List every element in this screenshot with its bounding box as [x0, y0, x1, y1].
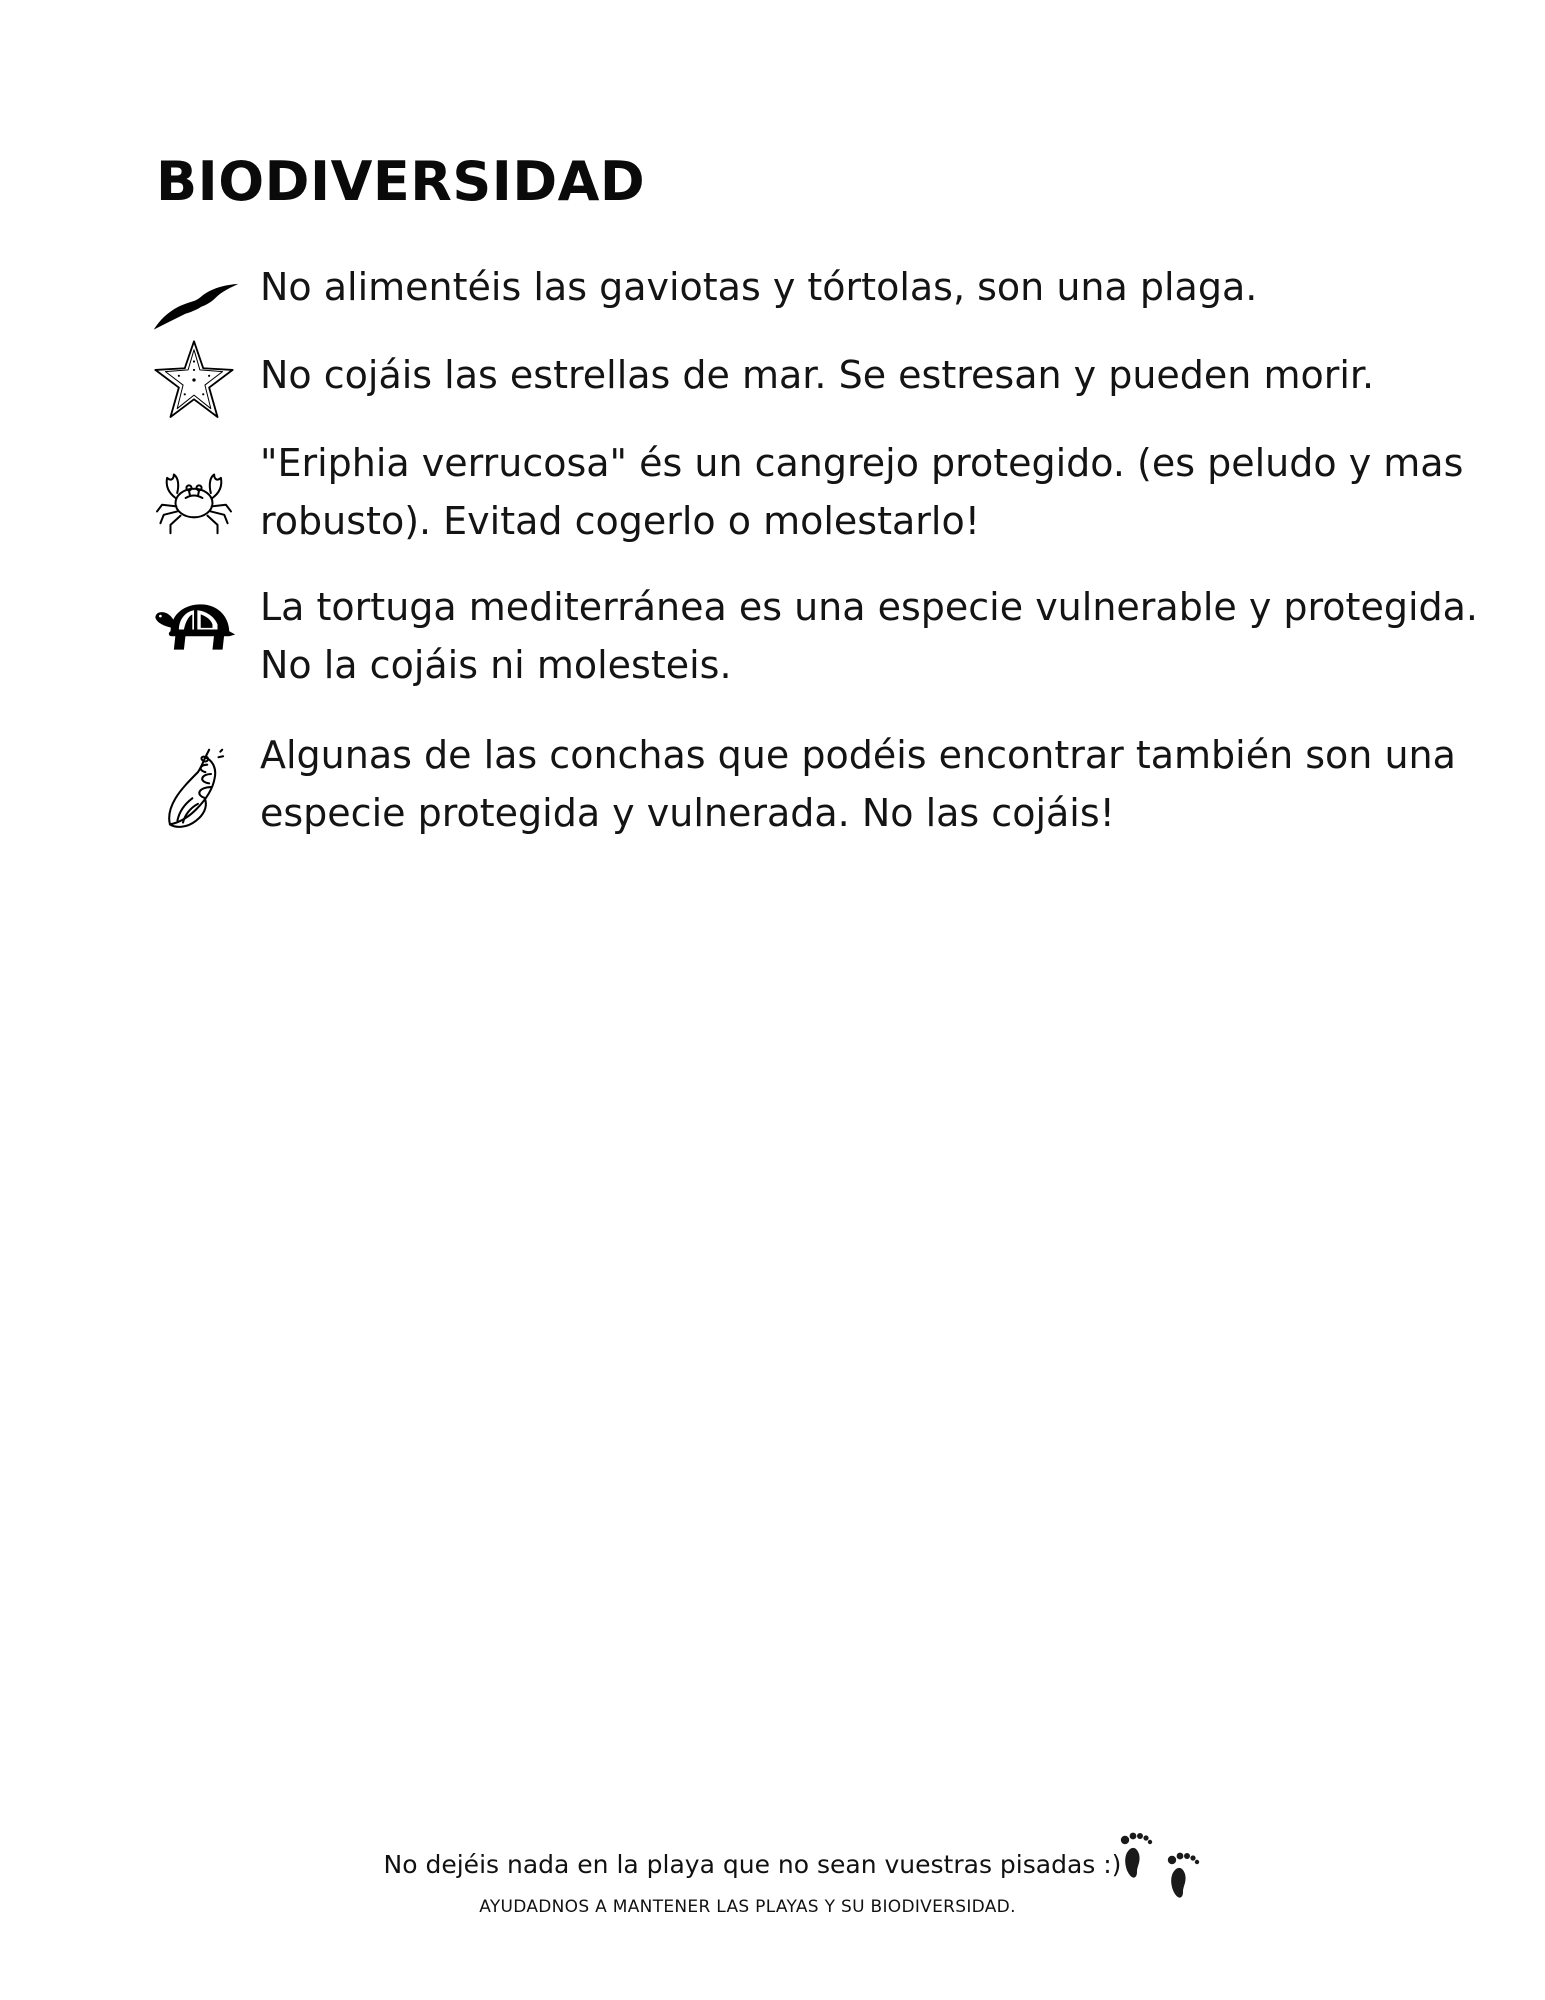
footer-tagline: AYUDADNOS A MANTENER LAS PLAYAS Y SU BIODIVERSIDAD.	[479, 1897, 1016, 1917]
item-text: No alimentéis las gaviotas y tórtolas, son una plaga.	[260, 265, 1258, 309]
page-title: BIODIVERSIDAD	[156, 150, 646, 213]
footprints-icon	[1115, 1828, 1205, 1908]
crab-icon	[152, 456, 236, 540]
item-text: Algunas de las conchas que podéis encontrar también son una especie protegida y vulnerada. No las cojáis!	[260, 733, 1456, 835]
item-text: "Eriphia verrucosa" és un cangrejo protegido. (es peludo y mas robusto). Evitad cogerlo o molestarlo!	[260, 441, 1464, 543]
item-text: No cojáis las estrellas de mar. Se estresan y pueden morir.	[260, 353, 1375, 397]
footer-message: No dejéis nada en la playa que no sean vuestras pisadas :)	[383, 1850, 1122, 1879]
turtle-icon	[152, 592, 236, 662]
item-text: La tortuga mediterránea es una especie vulnerable y protegida. No la cojáis ni molesteis.	[260, 585, 1479, 687]
seagull-icon	[152, 270, 240, 340]
starfish-icon	[152, 338, 236, 422]
seashell-icon	[164, 746, 230, 830]
